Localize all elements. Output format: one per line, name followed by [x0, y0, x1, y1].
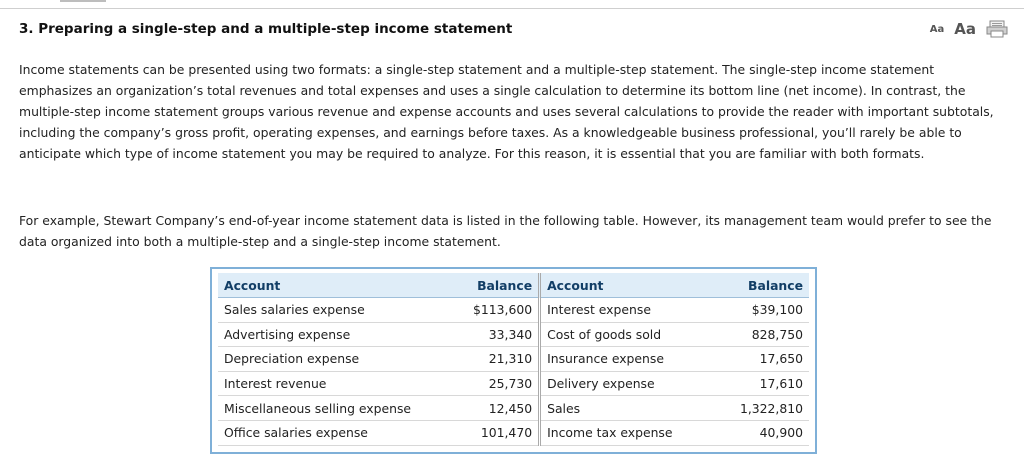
table-row	[218, 298, 809, 323]
account-balance-table	[218, 273, 809, 446]
balance-cell: 33,340	[437, 322, 540, 347]
balance-cell: $113,600	[437, 298, 540, 323]
decrease-text-size-button[interactable]: Aa	[929, 23, 945, 35]
balance-cell: 17,610	[714, 371, 809, 396]
balance-cell: $39,100	[714, 298, 809, 323]
table-header-row	[218, 273, 809, 298]
account-cell: Interest expense	[540, 298, 714, 323]
table-row	[218, 322, 809, 347]
balance-cell: 101,470	[437, 420, 540, 445]
balance-cell: 17,650	[714, 347, 809, 372]
account-cell: Miscellaneous selling expense	[218, 396, 437, 421]
income-statement-data-table	[210, 267, 817, 454]
balance-cell: 21,310	[437, 347, 540, 372]
account-cell: Interest revenue	[218, 371, 437, 396]
account-cell: Office salaries expense	[218, 420, 437, 445]
page-title: 3. Preparing a single-step and a multiple-step income statement	[19, 21, 513, 37]
table-row	[218, 371, 809, 396]
column-header-account: Account	[218, 273, 437, 298]
balance-cell: 12,450	[437, 396, 540, 421]
column-header-account: Account	[540, 273, 714, 298]
balance-cell: 40,900	[714, 420, 809, 445]
example-paragraph: For example, Stewart Company’s end-of-year income statement data is listed in the following table. However, its management team would prefer to see the data organized into both a multiple-step and a single-step income statement.	[19, 213, 992, 249]
table-row	[218, 396, 809, 421]
increase-text-size-button[interactable]: Aa	[954, 20, 976, 38]
account-cell: Sales	[540, 396, 714, 421]
account-cell: Income tax expense	[540, 420, 714, 445]
column-header-balance: Balance	[437, 273, 540, 298]
account-cell: Sales salaries expense	[218, 298, 437, 323]
table-row	[218, 420, 809, 445]
account-cell: Delivery expense	[540, 371, 714, 396]
account-cell: Insurance expense	[540, 347, 714, 372]
account-cell: Depreciation expense	[218, 347, 437, 372]
account-cell: Cost of goods sold	[540, 322, 714, 347]
balance-cell: 828,750	[714, 322, 809, 347]
text-size-controls	[930, 20, 1008, 38]
intro-paragraph: Income statements can be presented using two formats: a single-step statement and a multiple-step statement. The single-step income statement emphasizes an organization’s total revenues and total expenses and uses a single calculation to determine its bottom line (net income). In contrast, the multiple-step income statement groups various revenue and expense accounts and uses several calculations to provide the reader with important subtotals, including the company’s gross profit, operating expenses, and earnings before taxes. As a knowledgeable business professional, you’ll rarely be able to anticipate which type of income statement you may be required to analyze. For this reason, it is essential that you are familiar with both formats.	[19, 62, 994, 161]
top-border	[0, 0, 1024, 9]
table-row	[218, 347, 809, 372]
print-icon[interactable]	[986, 20, 1008, 38]
top-tab-indicator	[60, 0, 106, 2]
balance-cell: 1,322,810	[714, 396, 809, 421]
column-header-balance: Balance	[714, 273, 809, 298]
balance-cell: 25,730	[437, 371, 540, 396]
account-cell: Advertising expense	[218, 322, 437, 347]
